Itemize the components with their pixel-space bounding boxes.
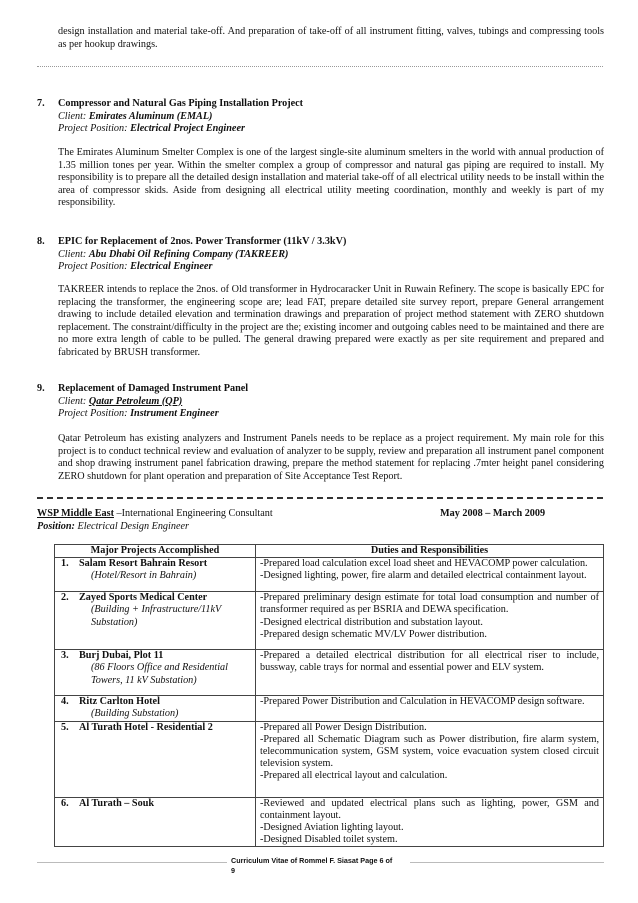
project-name: Ritz Carlton Hotel bbox=[79, 696, 160, 708]
duty-item: -Designed electrical distribution and substation layout. bbox=[260, 616, 483, 628]
project-title: EPIC for Replacement of 2nos. Power Transformer (11kV / 3.3kV) bbox=[58, 236, 347, 247]
project-name: Al Turath Hotel - Residential 2 bbox=[79, 721, 213, 733]
row-number: 6. bbox=[55, 797, 76, 847]
section-divider bbox=[37, 66, 603, 68]
table-row bbox=[55, 558, 604, 592]
project-cell bbox=[75, 592, 256, 650]
position-label: Project Position: bbox=[58, 408, 131, 420]
duty-item: -Prepared all Power Design Distribution. bbox=[260, 721, 427, 733]
employer-position bbox=[37, 521, 189, 534]
footer-text: Curriculum Vitae of Rommel F. Siasat Page 6 of bbox=[231, 856, 393, 865]
duty-item: -Designed Disabled toilet system. bbox=[260, 834, 398, 846]
duty-item: -Prepared load calculation excel load sheet and HEVACOMP power calculation. bbox=[260, 558, 588, 570]
duties-cell bbox=[256, 696, 604, 721]
row-number: 2. bbox=[55, 592, 76, 650]
project-description: The Emirates Aluminum Smelter Complex is one of the largest single-site aluminum smelters in the world with annual production of 1.35 million tones per year. Within the smelter complex a group of compressor and natural gas piping are required to install. My responsibility is to prepare all the detailed design installation and material take-off of all electrical utility needs to be install within the area of compressor skids. Aside from designing all electrical utility meeting coordination, monthly and weekly is part of my responsibility. bbox=[58, 147, 604, 209]
project-number: 8. bbox=[37, 236, 45, 247]
project-type: (Hotel/Resort in Bahrain) bbox=[91, 570, 197, 582]
project-title: Replacement of Damaged Instrument Panel bbox=[58, 383, 249, 394]
client-label: Client: bbox=[58, 248, 89, 260]
duties-cell bbox=[256, 721, 604, 797]
project-position: Electrical Engineer bbox=[130, 261, 213, 273]
duty-item: -Designed lighting, power, fire alarm and detailed electrical containment layout. bbox=[260, 570, 587, 582]
position-label: Project Position: bbox=[58, 261, 131, 273]
project-cell bbox=[75, 650, 256, 696]
company-description: –International Engineering Consultant bbox=[113, 508, 273, 519]
project-name: Al Turath – Souk bbox=[79, 797, 155, 809]
project-number: 7. bbox=[37, 98, 45, 109]
duty-item: -Prepared Power Distribution and Calculation in HEVACOMP design software. bbox=[260, 696, 585, 708]
column-header-duties: Duties and Responsibilities bbox=[256, 545, 604, 558]
table-row bbox=[55, 721, 604, 797]
row-number: 1. bbox=[55, 558, 76, 592]
footer-rule-left bbox=[37, 862, 227, 863]
table-row bbox=[55, 650, 604, 696]
project-position: Electrical Project Engineer bbox=[130, 123, 245, 135]
position-label: Project Position: bbox=[58, 123, 131, 135]
intro-paragraph: design installation and material take-off. And preparation of take-off of all instrument fitting, valves, tubings and compressing tools as per hookup drawings. bbox=[58, 26, 604, 50]
project-cell bbox=[75, 696, 256, 721]
table-row bbox=[55, 696, 604, 721]
employer-header bbox=[37, 508, 603, 521]
duty-item: -Reviewed and updated electrical plans such as lighting, power, GSM and containment layout. bbox=[260, 797, 599, 821]
footer-rule-right bbox=[410, 862, 604, 863]
table-header-row bbox=[55, 545, 604, 558]
project-position: Instrument Engineer bbox=[130, 408, 219, 420]
duty-item: -Prepared all electrical layout and calculation. bbox=[260, 770, 448, 782]
project-cell bbox=[75, 558, 256, 592]
position-label: Position: bbox=[37, 521, 75, 532]
row-number: 4. bbox=[55, 696, 76, 721]
row-number: 5. bbox=[55, 721, 76, 797]
column-header-projects: Major Projects Accomplished bbox=[55, 545, 256, 558]
duty-item: -Prepared a detailed electrical distribution for all electrical riser to include, bussway, cable trays for normal and essential power and ELV system. bbox=[260, 650, 599, 674]
client-label: Client: bbox=[58, 110, 89, 122]
project-type: (Building Substation) bbox=[91, 708, 179, 720]
duties-cell bbox=[256, 650, 604, 696]
project-name: Burj Dubai, Plot 11 bbox=[79, 650, 164, 662]
project-title: Compressor and Natural Gas Piping Installation Project bbox=[58, 98, 304, 109]
project-7-header bbox=[58, 98, 604, 136]
project-type: (Building + Infrastructure/11kV Substation) bbox=[91, 604, 222, 628]
page-footer bbox=[231, 856, 406, 876]
project-description: TAKREER intends to replace the 2nos. of Old transformer in Hydrocaracker Unit in Ruwain Refinery. The scope is basically EPC for replacing the transformer, the engineering scope are; lead FAT, prepare detailed site survey report, prepare General arrangement drawing to include detailed elevation and termination drawings and preparation of project method statement with ZERO shutdown replacement. The constraint/difficulty in the project are the; existing incomer and outgoing cables need to be maintained and there are no more extra length of cable to be pulled. The general drawing prepared were exactly as per site requirement and prepared and fabricated by BRUSH transformer. bbox=[58, 284, 604, 358]
row-number: 3. bbox=[55, 650, 76, 696]
client-name: Abu Dhabi Oil Refining Company (TAKREER) bbox=[88, 248, 289, 260]
duty-item: -Prepared all Schematic Diagram such as Power distribution, fire alarm system, telecommunication system, GSM system, voice evacuation system closed circuit television system. bbox=[260, 733, 599, 770]
duty-item: -Prepared preliminary design estimate for total load consumption and number of transformer required as per BSRIA and DEWA specification. bbox=[260, 592, 599, 616]
duty-item: -Prepared design schematic MV/LV Power distribution. bbox=[260, 628, 487, 640]
duties-cell bbox=[256, 592, 604, 650]
table-row bbox=[55, 797, 604, 847]
duty-item: -Designed Aviation lighting layout. bbox=[260, 822, 404, 834]
project-type: (86 Floors Office and Residential Towers, 11 kV Substation) bbox=[91, 662, 228, 686]
employment-dates: May 2008 – March 2009 bbox=[440, 508, 546, 519]
position-title: Electrical Design Engineer bbox=[74, 521, 189, 532]
project-number: 9. bbox=[37, 383, 45, 394]
company-name: WSP Middle East bbox=[37, 508, 114, 519]
employer-divider bbox=[37, 497, 603, 499]
client-name: Emirates Aluminum (EMAL) bbox=[88, 110, 213, 122]
project-name: Salam Resort Bahrain Resort bbox=[79, 558, 208, 570]
project-description: Qatar Petroleum has existing analyzers and Instrument Panels needs to be replace as a project requirement. My main role for this project is to conduct technical review and evaluation of analyzer to be supply, review and preparation all instrument panel component and shop drawing instrument panel fabrication drawing, prepare the method statement for replacing .7mter height panel considering ZERO shutdown for plant operation and preparation of Site Acceptance Test Report. bbox=[58, 433, 604, 482]
client-label: Client: bbox=[58, 395, 89, 407]
footer-page-total: 9 bbox=[231, 866, 235, 875]
project-cell bbox=[75, 721, 256, 797]
project-name: Zayed Sports Medical Center bbox=[79, 592, 208, 604]
duties-cell bbox=[256, 797, 604, 847]
project-8-header bbox=[58, 236, 604, 274]
projects-table bbox=[54, 544, 604, 847]
project-cell bbox=[75, 797, 256, 847]
client-name: Qatar Petroleum (QP) bbox=[88, 395, 183, 407]
duties-cell bbox=[256, 558, 604, 592]
project-9-header bbox=[58, 383, 604, 421]
table-row bbox=[55, 592, 604, 650]
